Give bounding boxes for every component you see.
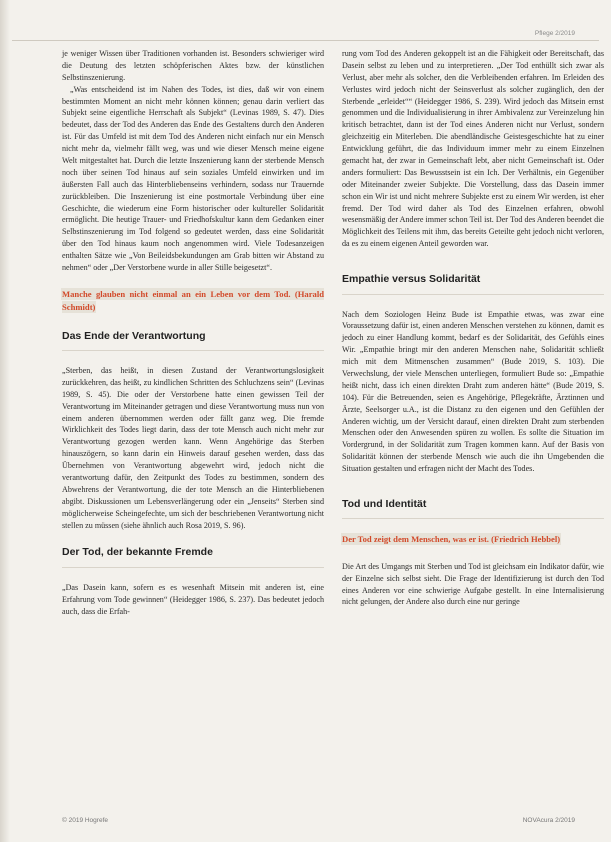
section-identitaet [342,497,604,608]
paragraph: rung vom Tod des Anderen gekoppelt ist an die Fähigkeit oder Bereitschaft, das Dasein selbst zu leben und zu interpretieren. „Der Tod enthüllt sich zwar als Verlust, aber mehr als solcher, den die Verbleibenden erfahren. Im Erleiden des Verlustes wird jedoch nicht der Seinsverlust als solcher zugänglich, den der Sterbende „erleidet““ (Heidegger 1986, S. 239). Wird jedoch das Mitsein ernst genommen und die Individualisierung in ihrer Ambivalenz zur Vereinzelung hin kritisch betrachtet, dann ist der Tod eines Anderen nicht nur Verlust, sondern gleichzeitig ein Miterleben. Die abendländische Geistesgeschichte hat zu einer Entwicklung geführt, die das Individuum immer mehr zu einem Einzelnen gemacht hat, der zwar in Gemeinschaft lebt, aber nicht Gemeinschaft ist. Oder anders formuliert: Das Bewusstsein ist ein Ich. Der Verhältnis, ein Gegenüber oder Miteinander zweier Subjekte. Die Vorstellung, dass das Dasein immer schon ein Wir ist und nicht mehrere Subjekte erst zu einem Wir werden, ist eher fremd. Der Tod wird daher als Tod des Einzelnen erfahren, obwohl wesensmäßig der Andere immer schon Teil ist. Der Tod des Anderen beendet die Möglichkeit des Teilens mit ihm, das bereits Geteilte geht jedoch nicht verloren, da es zu einem eigenen Anteil geworden war. [342,49,604,249]
section-heading: Tod und Identität [342,498,427,511]
section-heading: Der Tod, der bekannte Fremde [62,546,213,559]
paragraph: je weniger Wissen über Traditionen vorhanden ist. Besonders schwieriger wird die Deutung des letzten schöpferischen Aktes bzw. der künstlichen Selbstinszenierung. [62,49,324,82]
paragraph: Nach dem Soziologen Heinz Bude ist Empathie etwas, was zwar eine Voraussetzung dafür ist, einen anderen Menschen verstehen zu können, damit es jedoch zu einer Handlung kommt, bedarf es der Solidarität, des Gefühls eines Wir. „Empathie bringt mir den anderen Menschen nahe, Solidarität schließt mich mit dem Mitmenschen zusammen“ (Bude 2019, S. 103). Die Verwechslung, der viele Menschen unterliegen, formuliert Bude so: „Empathie heißt nicht, dass ich einen direkten Draht zum anderen hätte“ (Bude 2019, S. 104). Für die Betreuenden, seien es Angehörige, Pflegekräfte, Ärztinnen und Ärzte, Seelsorger u.A., ist die Distanz zu den eigenen und den Gefühlen der Anderen wichtig, um der Versicht darauf, einen direkten Draht zum sterbenden Menschen oder den Anwesenden spüren zu wollen. Es sollte die Situation im Vordergrund, in der Solidarität zum Tragen kommen kann. Auf der Basis von Solidarität können der sterbende Mensch wie auch die ihn Umgebenden die Situation gestalten und erfragen nicht der Macht des Todes. [342,309,604,474]
section-fremde [62,545,324,617]
paragraph: „Was entscheidend ist im Nahen des Todes, ist dies, daß wir von einem bestimmten Moment an nicht mehr können können; genau darin verliert das Subjekt seine eigentliche Herrschaft als Subjekt“ (Levinas 1989, S. 47). Dies bedeutet, dass der Tod des Anderen das Ende des Gestaltens durch den Anderen ist. Für das Umfeld ist mit dem Tod des Anderen nicht einfach nur ein Mensch nicht mehr da, vielmehr fällt weg, was und wie dieser Mensch meine eigene Welt mitgestaltet hat. Durch die letzte Inszenierung kann der sterbende Mensch noch über seinen Tod hinaus auf sein soziales Umfeld einwirken und im äußersten Fall auch das Hinterbliebenseins verhindern, sodass nur Trauernde zurückbleiben. Die Inszenierung ist eine postmortale Verbindung über eine Geschichte, die wiederum eine Form historischer oder kultureller Solidarität ermöglicht. Die heutige Trauer- und Friedhofskultur kann dem Gedanken einer Selbstinszenierung im Tod folgend so gedeutet werden, dass eine Solidarität über den Tod hinaus kaum noch angenommen wird. Viele Todesanzeigen enthalten Sätze wie „Von Beileidsbekundungen am Grab bitten wir Abstand zu nehmen“ oder „Der Verstorbene wurde in aller Stille beigesetzt“. [62,84,324,273]
pull-quote: Der Tod zeigt dem Menschen, was er ist. (Friedrich Hebbel) [342,534,561,545]
section-empathie [342,272,604,475]
section-heading: Das Ende der Verantwortung [62,329,206,342]
binding-shadow [0,0,10,842]
header-rule [12,40,599,41]
section-verantwortung [62,329,324,532]
paragraph: „Das Dasein kann, sofern es es wesenhaft Mitsein mit anderen ist, eine Erfahrung vom Tode gewinnen“ (Heidegger 1986, S. 237). Das bedeutet jedoch auch, dass die Erfah- [62,582,324,616]
paragraph: Die Art des Umgangs mit Sterben und Tod ist gleichsam ein Indikator dafür, wie der Einzelne sich selbst sieht. Die Frage der Identifizierung ist durch den Tod eines Anderen vor eine schwierige Aufgabe gestellt. In eine Internalisierung nicht gelungen, der Andere also durch eine nur geringe [342,561,604,607]
footer-copyright: © 2019 Hogrefe [62,817,108,824]
paragraph: „Sterben, das heißt, in diesen Zustand der Verantwortungslosigkeit zurückkehren, das heißt, zu kindlichen Schritten des Schluchzens sein“ (Levinas 1989, S. 45). Die oder der Verstorbene hatte einen gewissen Teil der Verantwortung im Miteinander getragen und diese Verantwortung muss nun von einem anderen übernommen werden oder fällt ganz weg. Die fremde Wirklichkeit des Todes liegt darin, dass der tote Mensch auch nicht mehr zur Verantwortung gezogen werden kann. Wenn Angehörige das Sterben hinauszögern, so kann darin ein Hinweis darauf gesehen werden, dass das Übernehmen von Verantwortung abgewehrt wird, jedoch nicht die verantwortung dafür, den Zeitpunkt des Todes zu bestimmen, sondern des Abwehrens der Verantwortung, die der tote Mensch an die Hinterbliebenen abgibt. Diskussionen um Lebensverlängerung oder ein „Jenseits“ Sterben sind möglicherweise Scheingefechte, um sich der beschriebenen Verantwortung nicht stellen zu müssen (siehe ähnlich auch Rosa 2019, S. 96). [62,365,324,530]
footer-issue: NOVAcura 2/2019 [522,817,575,824]
left-column [62,48,324,618]
pull-quote: Manche glauben nicht einmal an ein Leben vor dem Tod. (Harald Schmidt) [62,288,324,313]
running-header: Pflege 2/2019 [534,30,575,37]
right-column [342,48,604,608]
section-heading: Empathie versus Solidarität [342,273,481,286]
